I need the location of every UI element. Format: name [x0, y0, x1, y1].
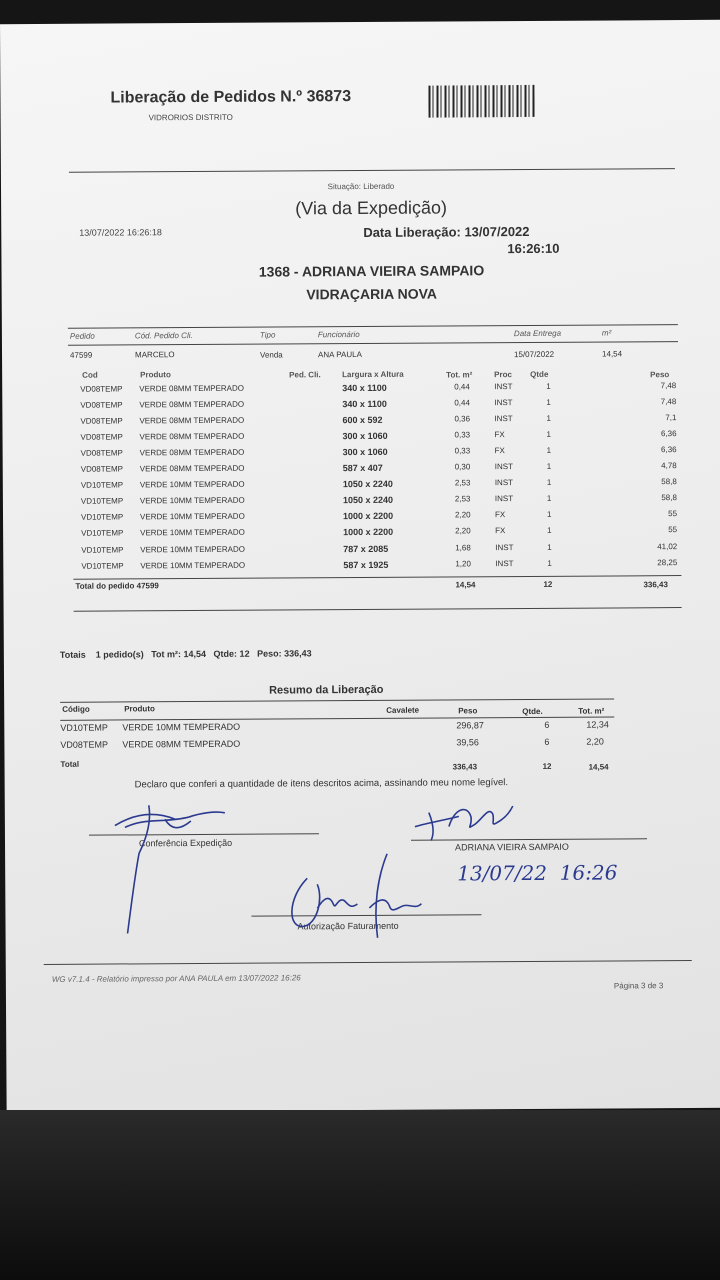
release-date: Data Liberação: 13/07/2022: [363, 223, 530, 240]
document-title: Liberação de Pedidos N.º 36873: [110, 88, 352, 107]
item-produto: VERDE 08MM TEMPERADO: [139, 399, 245, 410]
item-produto: VERDE 10MM TEMPERADO: [139, 496, 245, 506]
item-cod: VD10TEMP: [80, 512, 124, 523]
item-tot-m2: 2,53: [454, 478, 471, 488]
signature-label-cliente: ADRIANA VIEIRA SAMPAIO: [455, 841, 569, 853]
item-cod: VD10TEMP: [81, 560, 124, 571]
table-row: [3, 556, 720, 575]
order-type: Venda: [260, 350, 283, 360]
summary-total-peso: 336,43: [452, 762, 478, 772]
item-peso: 7,48: [660, 397, 677, 407]
divider: [68, 341, 678, 346]
summary-col-qtde: Qtde.: [522, 706, 543, 717]
col-qtde: Qtde: [530, 369, 549, 379]
item-dimensions: 600 x 592: [342, 414, 383, 426]
item-proc: INST: [494, 462, 513, 472]
item-qtde: 1: [546, 381, 551, 391]
item-tot-m2: 1,68: [455, 542, 471, 552]
status-text: Situação: Liberado: [327, 181, 395, 192]
summary-codigo: VD10TEMP: [60, 722, 108, 733]
label-funcionario: Funcionário: [317, 330, 360, 340]
col-tot-m2: Tot. m²: [446, 370, 473, 380]
item-proc: FX: [494, 430, 505, 440]
item-proc: INST: [494, 478, 514, 488]
summary-col-produto: Produto: [124, 704, 155, 714]
order-total-label: Total do pedido 47599: [75, 581, 159, 591]
summary-produto: VERDE 08MM TEMPERADO: [122, 738, 241, 750]
page-number: Página 3 de 3: [613, 981, 664, 991]
item-qtde: 1: [546, 478, 552, 488]
item-peso: 4,78: [661, 461, 677, 471]
summary-total-qtde: 12: [542, 761, 552, 771]
item-cod: VD10TEMP: [81, 544, 124, 555]
item-tot-m2: 2,53: [454, 494, 471, 504]
col-peso: Peso: [650, 370, 670, 380]
item-tot-m2: 0,44: [454, 382, 470, 392]
item-tot-m2: 2,20: [454, 510, 471, 520]
item-proc: INST: [495, 542, 514, 552]
client-name: 1368 - ADRIANA VIEIRA SAMPAIO: [258, 262, 485, 280]
label-tipo: Tipo: [259, 330, 276, 340]
item-qtde: 1: [546, 429, 552, 439]
col-produto: Produto: [140, 370, 171, 380]
item-dimensions: 1050 x 2240: [342, 479, 393, 490]
item-dimensions: 1000 x 2200: [343, 527, 394, 538]
summary-codigo: VD08TEMP: [60, 739, 108, 750]
item-qtde: 1: [546, 397, 551, 407]
handwritten-signature-conferencia: [105, 783, 246, 954]
company-name: VIDRORIOS DISTRITO: [148, 112, 233, 123]
summary-produto: VERDE 10MM TEMPERADO: [122, 721, 241, 733]
table-row: [4, 719, 720, 738]
item-cod: VD10TEMP: [80, 496, 124, 507]
item-produto: VERDE 10MM TEMPERADO: [140, 528, 245, 538]
item-qtde: 1: [547, 526, 552, 536]
item-cod: VD08TEMP: [80, 464, 123, 474]
summary-qtde: 6: [544, 736, 550, 747]
item-cod: VD08TEMP: [80, 384, 123, 394]
summary-tot-m2: 12,34: [586, 719, 609, 730]
item-produto: VERDE 10MM TEMPERADO: [139, 479, 245, 490]
item-qtde: 1: [546, 462, 552, 472]
divider: [69, 168, 675, 173]
item-tot-m2: 0,36: [454, 414, 471, 424]
print-datetime: 13/07/2022 16:26:18: [79, 227, 162, 238]
item-proc: INST: [494, 494, 514, 504]
item-produto: VERDE 08MM TEMPERADO: [139, 447, 245, 458]
item-tot-m2: 0,33: [454, 430, 471, 440]
delivery-date: 15/07/2022: [514, 349, 555, 360]
order-total-peso: 336,43: [643, 580, 668, 590]
item-cod: VD08TEMP: [80, 400, 123, 410]
item-proc: INST: [494, 382, 513, 392]
item-produto: VERDE 08MM TEMPERADO: [139, 383, 245, 394]
item-produto: VERDE 10MM TEMPERADO: [139, 512, 245, 522]
divider: [68, 324, 678, 329]
store-name: VIDRAÇARIA NOVA: [306, 285, 438, 303]
label-cod-pedido-cli: Cód. Pedido Cli.: [134, 331, 193, 341]
totals-line: Totais 1 pedido(s) Tot m²: 14,54 Qtde: 12 Peso: 336,43: [59, 648, 312, 660]
divider: [44, 960, 692, 965]
divider: [73, 575, 681, 580]
item-peso: 28,25: [657, 557, 678, 567]
item-cod: VD10TEMP: [81, 528, 124, 539]
item-proc: FX: [495, 526, 506, 536]
summary-peso: 39,56: [456, 737, 479, 748]
summary-total-m2: 14,54: [588, 762, 609, 772]
item-qtde: 1: [547, 542, 552, 552]
summary-qtde: 6: [544, 719, 550, 730]
employee: ANA PAULA: [318, 349, 362, 360]
declaration-text: Declaro que conferi a quantidade de itens descritos acima, assinando meu nome legível.: [134, 777, 509, 791]
item-cod: VD08TEMP: [80, 416, 123, 426]
col-proc: Proc: [494, 370, 512, 380]
order-total-m2: 14,54: [455, 580, 476, 590]
item-tot-m2: 2,20: [455, 526, 471, 536]
item-peso: 58,8: [661, 493, 677, 503]
order-m2: 14,54: [602, 349, 623, 359]
item-peso: 6,36: [660, 429, 677, 439]
item-dimensions: 587 x 407: [342, 463, 383, 474]
item-dimensions: 1050 x 2240: [342, 495, 394, 506]
divider: [60, 698, 614, 702]
item-tot-m2: 0,44: [454, 398, 470, 408]
signature-label-autorizacao: Autorização Faturamento: [297, 920, 399, 932]
item-tot-m2: 0,30: [454, 462, 471, 472]
item-produto: VERDE 08MM TEMPERADO: [139, 463, 245, 474]
col-largura-altura: Largura x Altura: [342, 369, 404, 380]
summary-total-label: Total: [60, 759, 80, 769]
item-cod: VD10TEMP: [80, 480, 124, 490]
item-dimensions: 340 x 1100: [342, 398, 387, 410]
item-peso: 6,36: [661, 445, 677, 455]
signature-label-conferencia: Conferência Expedição: [138, 837, 233, 849]
handwritten-signature-autorizacao: [277, 848, 428, 959]
item-peso: 41,02: [657, 541, 678, 551]
item-dimensions: 587 x 1925: [343, 559, 389, 570]
item-peso: 55: [668, 525, 678, 535]
col-cod: Cod: [82, 370, 98, 380]
item-dimensions: 1000 x 2200: [342, 511, 394, 522]
item-produto: VERDE 10MM TEMPERADO: [140, 560, 246, 570]
item-qtde: 1: [546, 446, 552, 456]
item-peso: 7,48: [660, 381, 677, 391]
summary-tot-m2: 2,20: [586, 736, 604, 747]
item-peso: 58,8: [661, 477, 677, 487]
document-page: [0, 20, 720, 1112]
release-time: 16:26:10: [507, 240, 560, 257]
summary-peso: 296,87: [456, 720, 484, 731]
item-proc: INST: [495, 558, 514, 568]
item-tot-m2: 1,20: [455, 558, 471, 568]
barcode: [428, 85, 534, 118]
summary-col-codigo: Código: [62, 704, 90, 714]
label-data-entrega: Data Entrega: [513, 328, 562, 339]
item-qtde: 1: [547, 558, 552, 568]
label-pedido: Pedido: [69, 331, 95, 341]
label-m2: m²: [601, 328, 612, 338]
item-tot-m2: 0,33: [454, 446, 471, 456]
item-proc: FX: [494, 446, 505, 456]
item-dimensions: 300 x 1060: [342, 447, 388, 458]
item-cod: VD08TEMP: [80, 432, 123, 442]
item-proc: FX: [494, 510, 506, 520]
summary-col-tot-m2: Tot. m²: [578, 706, 605, 716]
item-peso: 7,1: [665, 413, 677, 423]
item-proc: INST: [494, 414, 513, 424]
handwritten-date: 13/07/22 16:26: [457, 860, 618, 886]
footer-printed-by: WG v7.1.4 - Relatório impresso por ANA PAULA em 13/07/2022 16:26: [51, 973, 301, 984]
client-order-code: MARCELO: [135, 350, 175, 360]
item-cod: VD08TEMP: [80, 448, 123, 458]
col-ped-cli: Ped. Cli.: [289, 370, 321, 380]
item-dimensions: 787 x 2085: [343, 543, 389, 554]
item-produto: VERDE 10MM TEMPERADO: [140, 544, 246, 554]
item-produto: VERDE 08MM TEMPERADO: [139, 415, 245, 426]
order-total-qtde: 12: [543, 579, 553, 589]
table-row: [4, 736, 720, 755]
order-number: 47599: [70, 350, 93, 360]
item-dimensions: 340 x 1100: [342, 382, 387, 394]
item-qtde: 1: [546, 510, 552, 520]
item-peso: 55: [668, 509, 678, 519]
copy-type: (Via da Expedição): [295, 197, 448, 219]
background-shadow: [0, 1110, 720, 1280]
summary-col-cavalete: Cavalete: [386, 705, 420, 715]
item-qtde: 1: [546, 494, 552, 504]
divider: [74, 607, 682, 612]
summary-col-peso: Peso: [458, 706, 478, 716]
handwritten-signature-cliente: [409, 796, 519, 847]
item-qtde: 1: [546, 413, 551, 423]
item-dimensions: 300 x 1060: [342, 430, 388, 442]
item-produto: VERDE 08MM TEMPERADO: [139, 431, 245, 442]
summary-title: Resumo da Liberação: [269, 683, 384, 697]
item-proc: INST: [494, 398, 513, 408]
